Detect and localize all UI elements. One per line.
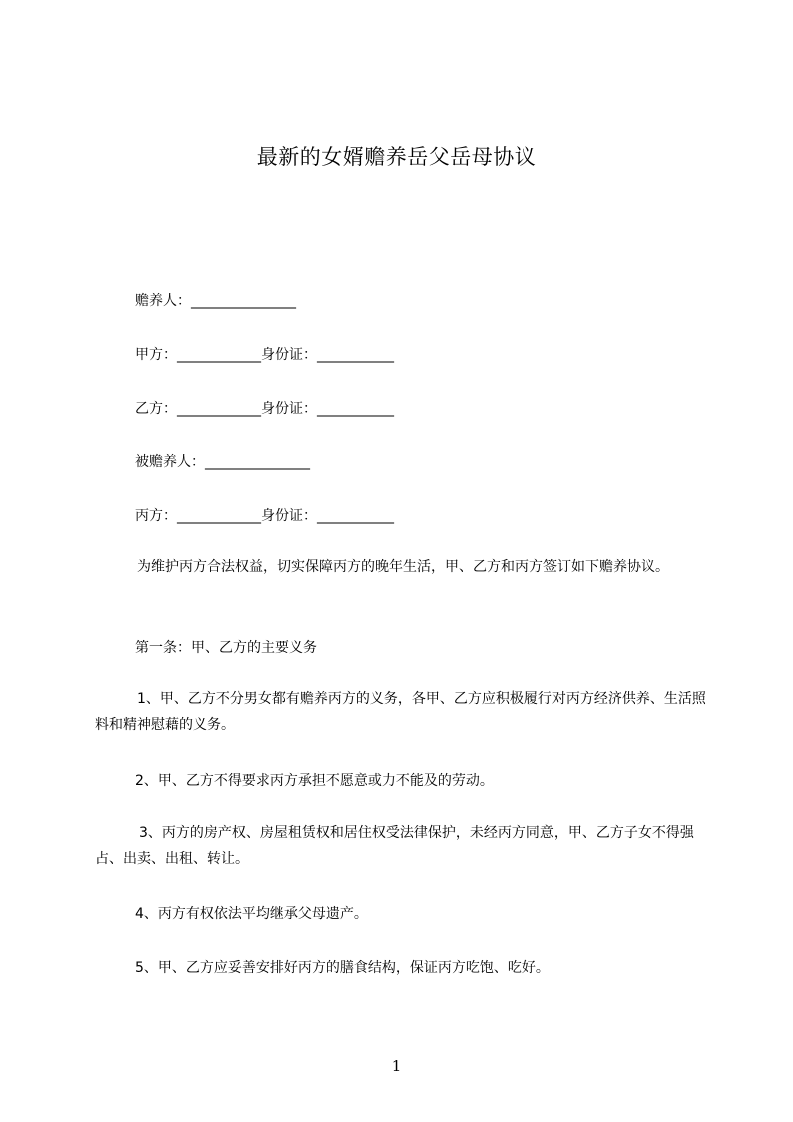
article-1-item-4: 4、丙方有权依法平均继承父母遗产。 — [135, 906, 368, 922]
article-1-item-2: 2、甲、乙方不得要求丙方承担不愿意或力不能及的劳动。 — [135, 773, 494, 789]
article-1-item-3: 3、丙方的房产权、房屋租赁权和居住权受法律保护，未经丙方同意，甲、乙方子女不得强占、出卖、出租、转让。 — [95, 825, 694, 867]
document-title: 最新的女婿赡养岳父岳母协议 — [256, 145, 537, 169]
supporter-field: 赡养人：_______________ — [135, 293, 296, 309]
article-1-item-5: 5、甲、乙方应妥善安排好丙方的膳食结构，保证丙方吃饱、吃好。 — [135, 960, 550, 976]
party-a-field: 甲方：____________身份证：___________ — [135, 347, 394, 363]
party-c-field: 丙方：____________身份证：___________ — [135, 508, 394, 524]
party-b-field: 乙方：____________身份证：___________ — [135, 401, 394, 417]
supported-field: 被赡养人：_______________ — [135, 454, 310, 470]
page-number: 1 — [391, 1057, 402, 1075]
article-1-heading: 第一条：甲、乙方的主要义务 — [135, 640, 317, 656]
article-1-item-1: 1、甲、乙方不分男女都有赡养丙方的义务，各甲、乙方应积极履行对丙方经济供养、生活照料和精神慰藉的义务。 — [95, 691, 706, 733]
intro-paragraph: 为维护丙方合法权益，切实保障丙方的晚年生活，甲、乙方和丙方签订如下赡养协议。 — [137, 559, 669, 575]
